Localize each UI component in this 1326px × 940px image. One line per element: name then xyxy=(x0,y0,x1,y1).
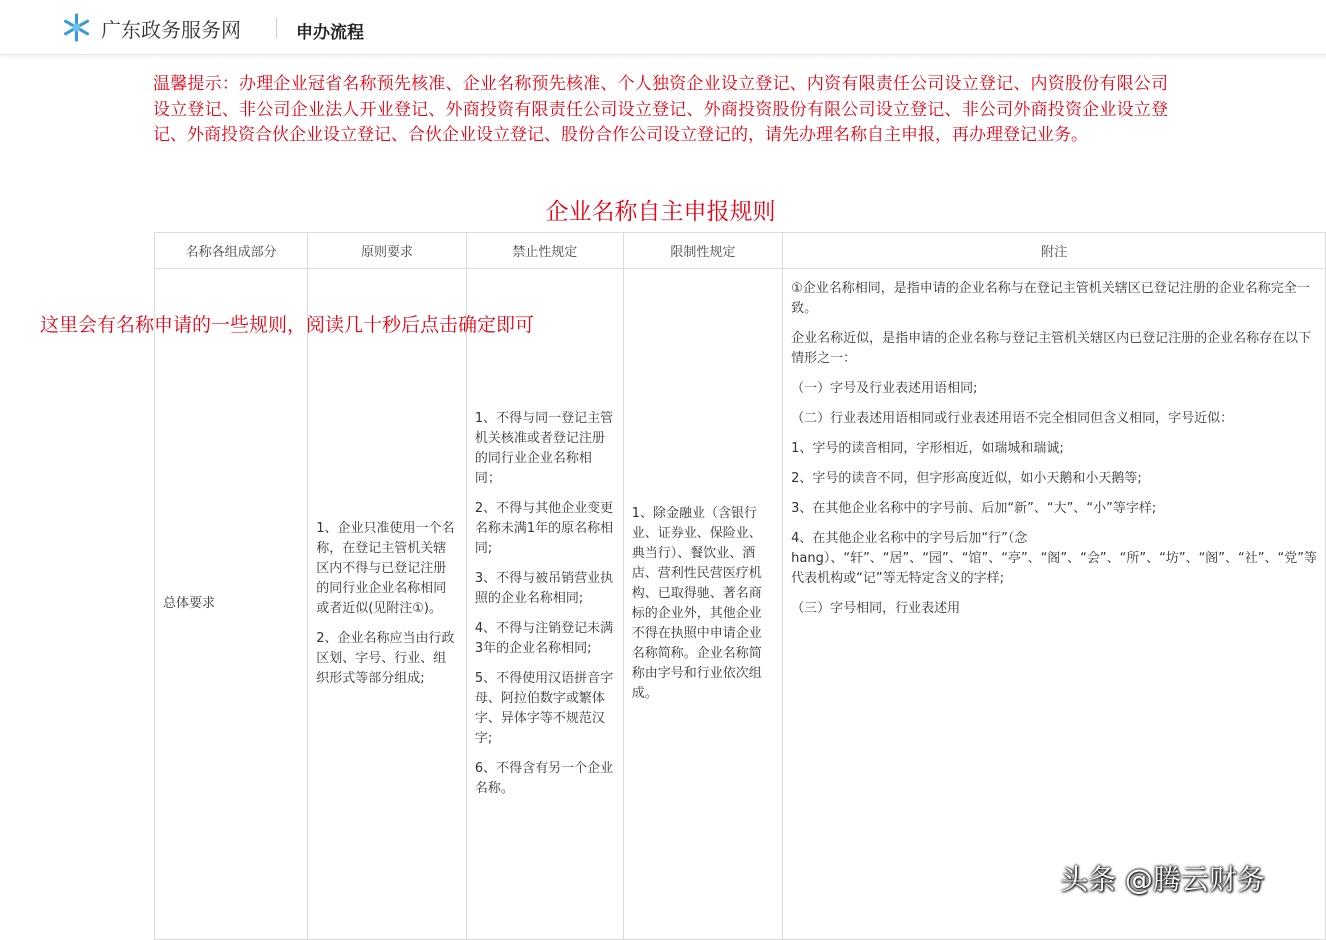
notes-list xyxy=(791,279,1317,929)
header-principles: 原则要求 xyxy=(308,233,467,269)
prohibition-item: 1、不得与同一登记主管机关核准或者登记注册的同行业企业名称相同； xyxy=(474,411,614,486)
prohibitions-cell xyxy=(466,269,623,940)
top-header xyxy=(0,0,1326,55)
restriction-item: 1、除金融业（含银行业、证券业、保险业、典当行）、餐饮业、酒店、营利性民营医疗机构、已取得驰、著名商标的企业外，其他企业不得在执照中申请企业名称简称。企业名称简称由字号和行业依次组成。 xyxy=(631,506,762,701)
note-item: （三）字号相同，行业表述用 xyxy=(791,601,961,616)
prohibition-item: 5、不得使用汉语拼音字母、阿拉伯数字或繁体字、异体字等不规范汉字; xyxy=(474,671,614,746)
site-brand[interactable]: 广东政务服务网 xyxy=(101,18,241,42)
rules-title: 企业名称自主申报规则 xyxy=(545,199,776,225)
prohibition-item: 3、不得与被吊销营业执照的企业名称相同; xyxy=(474,571,614,606)
prohibition-item: 2、不得与其他企业变更名称未满1年的原名称相同; xyxy=(474,501,614,556)
principle-item: 2、企业名称应当由行政区划、字号、行业、组织形式等部分组成; xyxy=(316,631,455,686)
restrictions-cell xyxy=(623,269,782,940)
principles-cell xyxy=(308,269,467,940)
header-name-parts: 名称各组成部分 xyxy=(155,233,308,269)
red-annotation: 这里会有名称申请的一些规则，阅读几十秒后点击确定即可 xyxy=(40,314,535,336)
warm-notice: 温馨提示：办理企业冠省名称预先核准、企业名称预先核准、个人独资企业设立登记、内资有限责任公司设立登记、内资股份有限公司设立登记、非公司企业法人开业登记、外商投资有限责任公司设立登记、外商投资股份有限公司设立登记、非公司外商投资企业设立登记、外商投资合伙企业设立登记、合伙企业设立登记、股份合作公司设立登记的，请先办理名称自主申报，再办理登记业务。 xyxy=(153,74,1168,145)
note-item: 1、字号的读音相同，字形相近，如瑞城和瑞诚; xyxy=(791,441,1064,456)
header-divider xyxy=(276,18,277,38)
note-item: 2、字号的读音不同，但字形高度近似，如小天鹅和小天鹅等; xyxy=(791,471,1142,486)
notes-cell xyxy=(783,269,1326,940)
header-restrictions: 限制性规定 xyxy=(623,233,782,269)
table-row xyxy=(155,269,1326,940)
note-item: （二）行业表述用语相同或行业表述用语不完全相同但含义相同，字号近似： xyxy=(791,411,1234,426)
prohibition-item: 4、不得与注销登记未满3年的企业名称相同; xyxy=(474,621,614,656)
header-notes: 附注 xyxy=(783,233,1326,269)
section-title: 申办流程 xyxy=(296,23,364,43)
note-item: 企业名称近似，是指申请的企业名称与登记主管机关辖区内已登记注册的企业名称存在以下情形之一： xyxy=(791,331,1312,366)
note-item: 3、在其他企业名称中的字号前、后加“新”、“大”、“小”等字样; xyxy=(791,501,1157,516)
watermark-text: 头条 @腾云财务 xyxy=(1060,863,1265,896)
table-header-row xyxy=(155,233,1326,269)
note-item: （一）字号及行业表述用语相同; xyxy=(791,381,978,396)
rules-table xyxy=(154,232,1326,940)
prohibition-item: 6、不得含有另一个企业名称。 xyxy=(474,761,614,796)
header-prohibitions: 禁止性规定 xyxy=(466,233,623,269)
note-item: 4、在其他企业名称中的字号后加“行”（念hang）、“轩”、“居”、“园”、“馆”、“亭”、“阁”、“会”、“所”、“坊”、“阁”、“社”、“党”等代表机构或“记”等无特定含义的字样; xyxy=(791,531,1317,586)
principle-item: 1、企业只准使用一个名称，在登记主管机关辖区内不得与已登记注册的同行业企业名称相同或者近似(见附注①)。 xyxy=(316,521,455,616)
category-cell: 总体要求 xyxy=(155,269,308,940)
snowflake-logo-icon[interactable] xyxy=(61,12,92,43)
note-item: ①企业名称相同，是指申请的企业名称与在登记主管机关辖区已登记注册的企业名称完全一致。 xyxy=(791,281,1310,316)
